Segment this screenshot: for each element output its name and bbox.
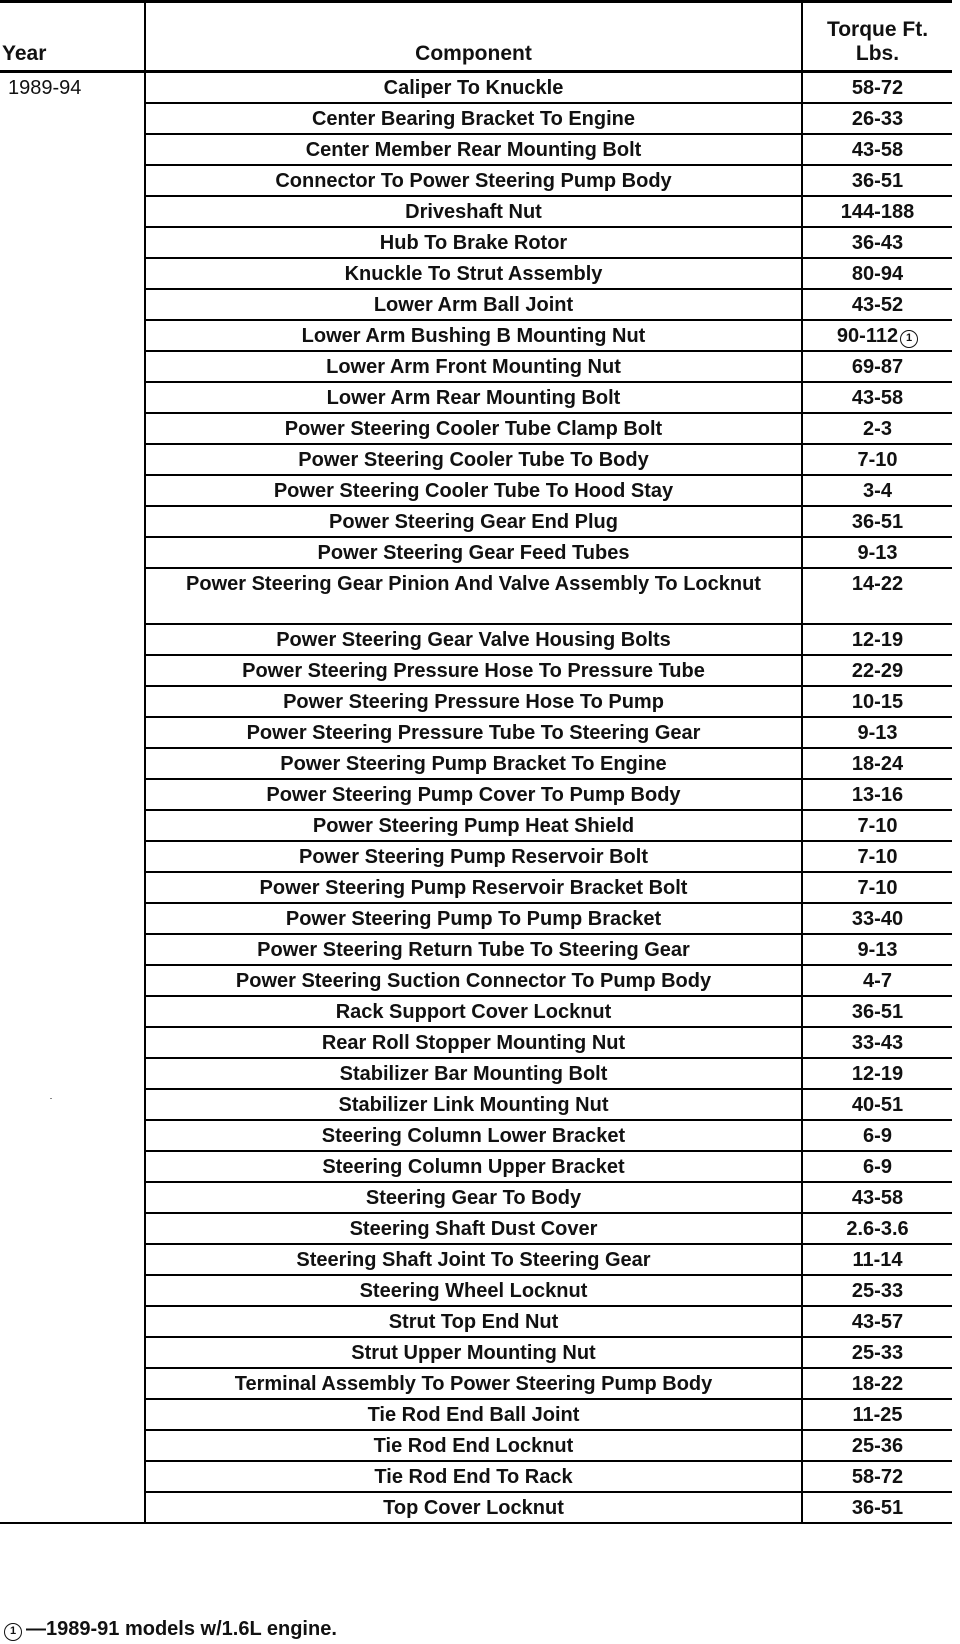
torque-value: 69-87 [851,355,904,378]
torque-value: 3-4 [863,479,892,502]
component-cell: Driveshaft Nut [145,196,802,227]
table-row [0,72,952,103]
component-cell: Power Steering Gear Pinion And Valve Assembly To Locknut [145,568,802,624]
torque-value: 4-7 [863,969,892,992]
torque-value: 36-51 [851,169,904,192]
scan-speck [50,1098,52,1099]
torque-value: 33-40 [851,907,904,930]
torque-cell [802,1430,952,1461]
torque-value: 14-22 [851,572,904,595]
torque-cell [802,289,952,320]
torque-cell [802,965,952,996]
torque-cell [802,872,952,903]
component-cell: Power Steering Pump Bracket To Engine [145,748,802,779]
torque-cell [802,1337,952,1368]
torque-value: 43-57 [851,1310,904,1333]
torque-cell [802,537,952,568]
torque-value: 10-15 [851,690,904,713]
component-cell: Strut Top End Nut [145,1306,802,1337]
torque-value: 7-10 [857,814,898,837]
torque-cell [802,351,952,382]
component-cell: Lower Arm Front Mounting Nut [145,351,802,382]
torque-value: 18-22 [851,1372,904,1395]
torque-cell [802,810,952,841]
component-cell: Steering Shaft Dust Cover [145,1213,802,1244]
component-cell: Power Steering Cooler Tube Clamp Bolt [145,413,802,444]
torque-cell [802,1213,952,1244]
torque-cell [802,1368,952,1399]
torque-cell [802,103,952,134]
torque-cell [802,1461,952,1492]
torque-value: 25-36 [851,1434,904,1457]
torque-value: 9-13 [857,721,898,744]
torque-value: 58-72 [851,1465,904,1488]
torque-value: 144-188 [840,200,915,223]
component-cell: Connector To Power Steering Pump Body [145,165,802,196]
component-cell: Power Steering Cooler Tube To Hood Stay [145,475,802,506]
torque-cell [802,717,952,748]
torque-cell [802,779,952,810]
component-cell: Center Bearing Bracket To Engine [145,103,802,134]
torque-cell [802,165,952,196]
torque-value: 36-51 [851,1000,904,1023]
torque-value: 90-112 [836,324,899,347]
torque-value: 36-51 [851,1496,904,1519]
torque-cell [802,1306,952,1337]
torque-value: 9-13 [857,541,898,564]
torque-value: 2.6-3.6 [846,1217,909,1240]
torque-cell [802,1058,952,1089]
torque-value: 2-3 [863,417,892,440]
component-cell: Steering Shaft Joint To Steering Gear [145,1244,802,1275]
torque-value: 43-58 [851,1186,904,1209]
footnote [4,1618,337,1641]
torque-value: 40-51 [851,1093,904,1116]
component-cell: Steering Wheel Locknut [145,1275,802,1306]
torque-cell [802,1089,952,1120]
component-cell: Rear Roll Stopper Mounting Nut [145,1027,802,1058]
component-cell: Terminal Assembly To Power Steering Pump Body [145,1368,802,1399]
torque-value: 11-14 [852,1248,903,1271]
torque-cell [802,1244,952,1275]
component-cell: Power Steering Gear Valve Housing Bolts [145,624,802,655]
torque-cell [802,506,952,537]
torque-value: 26-33 [851,107,904,130]
component-cell: Power Steering Pump Reservoir Bolt [145,841,802,872]
torque-value: 22-29 [851,659,904,682]
component-cell: Power Steering Gear Feed Tubes [145,537,802,568]
component-cell: Tie Rod End Ball Joint [145,1399,802,1430]
component-cell: Top Cover Locknut [145,1492,802,1523]
torque-cell [802,72,952,103]
torque-cell [802,903,952,934]
torque-cell [802,134,952,165]
component-cell: Power Steering Pressure Tube To Steering Gear [145,717,802,748]
torque-value: 11-25 [852,1403,903,1426]
component-cell: Power Steering Pump Cover To Pump Body [145,779,802,810]
torque-value: 58-72 [851,77,904,99]
footnote-reference-mark: 1 [900,330,918,348]
torque-value: 25-33 [851,1279,904,1302]
torque-value: 7-10 [857,876,898,899]
torque-cell [802,1492,952,1523]
component-cell: Knuckle To Strut Assembly [145,258,802,289]
torque-value: 6-9 [863,1155,892,1178]
component-column-header: Component [145,2,802,72]
component-cell: Stabilizer Bar Mounting Bolt [145,1058,802,1089]
footnote-text: —1989-91 models w/1.6L engine. [26,1618,337,1640]
component-cell: Power Steering Pressure Hose To Pump [145,686,802,717]
component-cell: Steering Gear To Body [145,1182,802,1213]
component-cell: Rack Support Cover Locknut [145,996,802,1027]
torque-column-header: Torque Ft. Lbs. [802,2,952,72]
component-cell: Lower Arm Ball Joint [145,289,802,320]
torque-cell [802,568,952,624]
component-cell: Power Steering Pump Reservoir Bracket Bolt [145,872,802,903]
torque-value: 36-51 [851,510,904,533]
torque-cell [802,655,952,686]
torque-value: 43-58 [851,386,904,409]
torque-cell [802,934,952,965]
component-cell: Hub To Brake Rotor [145,227,802,258]
component-cell: Caliper To Knuckle [145,72,802,103]
torque-cell [802,382,952,413]
torque-value: 43-52 [851,293,904,316]
torque-value: 43-58 [851,138,904,161]
component-cell: Strut Upper Mounting Nut [145,1337,802,1368]
table-body [0,72,952,1523]
component-cell: Power Steering Pump To Pump Bracket [145,903,802,934]
table-header-row [0,2,952,72]
torque-cell [802,748,952,779]
component-cell: Steering Column Lower Bracket [145,1120,802,1151]
torque-cell [802,475,952,506]
torque-value: 7-10 [857,448,898,471]
component-cell: Tie Rod End Locknut [145,1430,802,1461]
component-cell: Power Steering Cooler Tube To Body [145,444,802,475]
torque-value: 13-16 [851,783,904,806]
component-cell: Power Steering Pump Heat Shield [145,810,802,841]
torque-cell [802,1182,952,1213]
torque-value: 6-9 [863,1124,892,1147]
component-cell: Stabilizer Link Mounting Nut [145,1089,802,1120]
torque-value: 9-13 [857,938,898,961]
torque-cell [802,996,952,1027]
torque-cell [802,686,952,717]
torque-cell [802,624,952,655]
torque-cell [802,841,952,872]
torque-cell [802,320,952,351]
torque-cell [802,196,952,227]
component-cell: Power Steering Pressure Hose To Pressure Tube [145,655,802,686]
torque-value: 36-43 [851,231,904,254]
torque-cell [802,413,952,444]
torque-value: 80-94 [851,262,904,285]
component-cell: Lower Arm Rear Mounting Bolt [145,382,802,413]
component-cell: Lower Arm Bushing B Mounting Nut [145,320,802,351]
torque-value: 33-43 [851,1031,904,1054]
torque-value: 25-33 [851,1341,904,1364]
year-cell: 1989-94 [0,72,145,1523]
torque-cell [802,444,952,475]
torque-value: 7-10 [857,845,898,868]
year-column-header: Year [0,2,145,72]
torque-cell [802,1275,952,1306]
component-cell: Power Steering Return Tube To Steering Gear [145,934,802,965]
component-cell: Power Steering Suction Connector To Pump Body [145,965,802,996]
torque-cell [802,1120,952,1151]
component-cell: Steering Column Upper Bracket [145,1151,802,1182]
footnote-mark: 1 [4,1623,22,1641]
component-cell: Center Member Rear Mounting Bolt [145,134,802,165]
torque-cell [802,1399,952,1430]
torque-value: 12-19 [851,1062,904,1085]
torque-value: 18-24 [851,752,904,775]
torque-cell [802,227,952,258]
torque-cell [802,1151,952,1182]
torque-cell [802,1027,952,1058]
torque-value: 12-19 [851,628,904,651]
torque-cell [802,258,952,289]
component-cell: Tie Rod End To Rack [145,1461,802,1492]
component-cell: Power Steering Gear End Plug [145,506,802,537]
